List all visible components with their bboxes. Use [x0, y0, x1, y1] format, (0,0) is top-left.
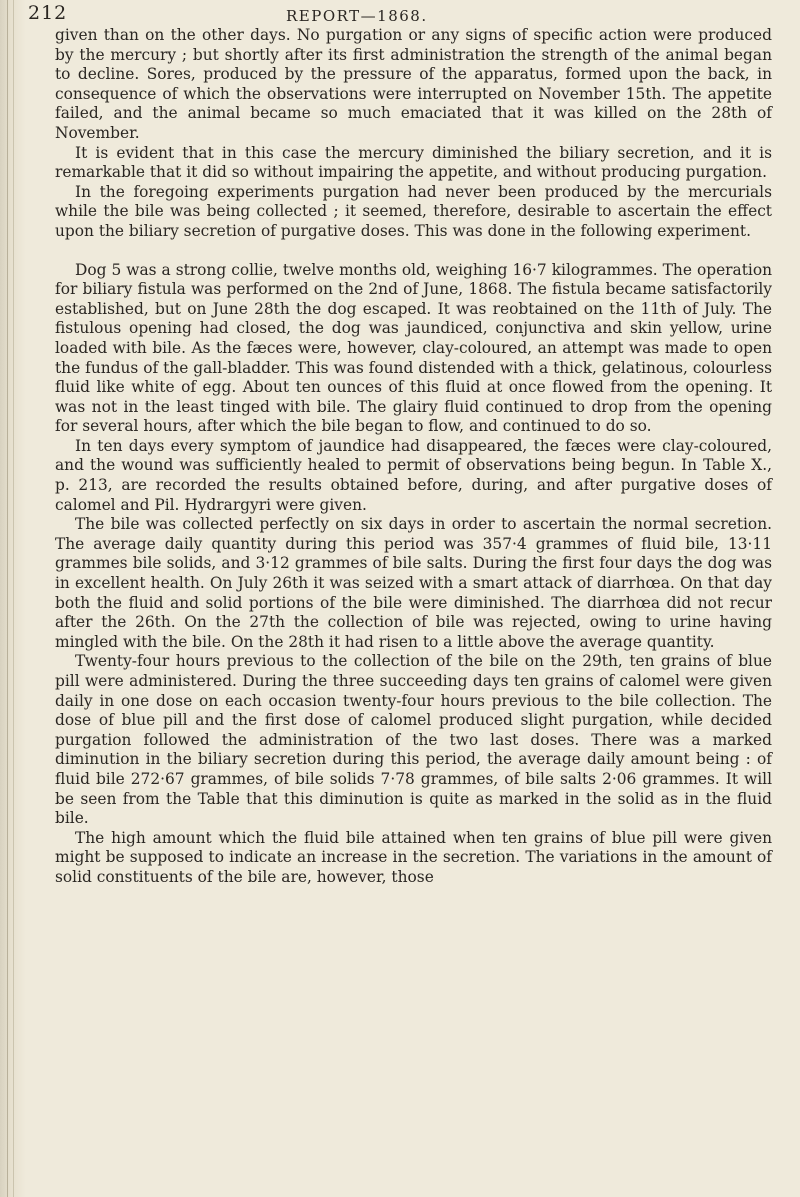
book-spine-edge	[0, 0, 26, 1197]
paragraph: The high amount which the fluid bile attained when ten grains of blue pill were given might be supposed to indicate an increase in the secretion. The variations in the amount of solid constituents of the bile are, however, those	[55, 828, 772, 886]
running-head: REPORT—1868.	[286, 7, 428, 25]
paragraph: In ten days every symptom of jaundice had disappeared, the fæces were clay-coloured, and the wound was sufficiently healed to permit of observations being begun. In Table X., p. 213, are recorded the results obtained before, during, and after purgative doses of calomel and Pil. Hydrargyri were given.	[55, 436, 772, 514]
body-text	[55, 26, 772, 888]
paragraph: given than on the other days. No purgation or any signs of specific action were produced by the mercury ; but shortly after its first administration the strength of the animal began to decline. Sores, produced by the pressure of the apparatus, formed upon the back, in consequence of which the observations were interrupted on November 15th. The appetite failed, and the animal became so much emaciated that it was killed on the 28th of November.	[55, 26, 772, 142]
paragraph: It is evident that in this case the mercury diminished the biliary secretion, and it is remarkable that it did so without impairing the appetite, and without producing purgation.	[55, 143, 772, 182]
page-number: 212	[28, 2, 68, 24]
paragraph: Dog 5 was a strong collie, twelve months old, weighing 16·7 kilogrammes. The operation for biliary fistula was performed on the 2nd of June, 1868. The fistula became satisfactorily established, but on June 28th the dog escaped. It was reobtained on the 11th of July. The fistulous opening had closed, the dog was jaundiced, conjunctiva and skin yellow, urine loaded with bile. As the fæces were, however, clay-coloured, an attempt was made to open the fundus of the gall-bladder. This was found distended with a thick, gelatinous, colourless fluid like white of egg. About ten ounces of this fluid at once flowed from the opening. It was not in the least tinged with bile. The glairy fluid continued to drop from the opening for several hours, after which the bile began to flow, and continued to do so.	[55, 260, 772, 436]
paragraph: In the foregoing experiments purgation had never been produced by the mercurials while the bile was being collected ; it seemed, therefore, desirable to ascertain the effect upon the biliary secretion of purgative doses. This was done in the following experiment.	[55, 182, 772, 240]
paragraph: The bile was collected perfectly on six days in order to ascertain the normal secretion. The average daily quantity during this period was 357·4 grammes of fluid bile, 13·11 grammes bile solids, and 3·12 grammes of bile salts. During the first four days the dog was in excellent health. On July 26th it was seized with a smart attack of diarrhœa. On that day both the fluid and solid portions of the bile were diminished. The diarrhœa did not recur after the 26th. On the 27th the collection of bile was rejected, owing to urine having mingled with the bile. On the 28th it had risen to a little above the average quantity.	[55, 515, 772, 651]
paragraph: Twenty-four hours previous to the collection of the bile on the 29th, ten grains of blue pill were administered. During the three succeeding days ten grains of calomel were given daily in one dose on each occasion twenty-four hours previous to the bile collection. The dose of blue pill and the first dose of calomel produced slight purgation, while decided purgation followed the administration of the two last doses. There was a marked diminution in the biliary secretion during this period, the average daily amount being : of fluid bile 272·67 grammes, of bile solids 7·78 grammes, of bile salts 2·06 grammes. It will be seen from the Table that this diminution is quite as marked in the solid as in the fluid bile.	[55, 652, 772, 828]
